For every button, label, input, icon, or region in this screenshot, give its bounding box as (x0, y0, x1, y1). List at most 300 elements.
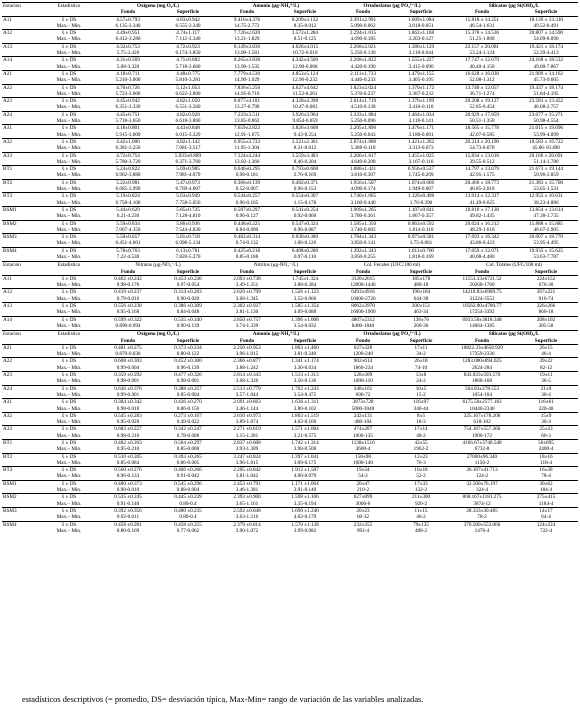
station-cell (2, 282, 40, 289)
value-cell: 3.926±3.964 (276, 111, 334, 118)
value-cell: 6.412-3.280 (115, 36, 141, 43)
value-cell: 0.386 ±0.309 (158, 303, 218, 310)
value-cell: 0.98-0.001 (176, 378, 200, 385)
stat-cell: Max.– Min. (56, 473, 82, 480)
value-cell: 1.370±1.172 (392, 84, 450, 91)
value-cell: 124±224 (514, 521, 578, 528)
value-cell: 3.81-1.042 (235, 473, 259, 480)
value-cell: 16000-2720 (350, 295, 376, 302)
value-cell: 0.98-0.001 (116, 378, 140, 385)
value-cell: 0.366±0.139 (218, 179, 276, 186)
stat-cell: x̄ ± DS (40, 220, 98, 227)
value-cell: 15.378 ± 14.536 (450, 30, 514, 37)
stat-cell: x̄ ± DS (40, 138, 98, 145)
value-cell: 0.88-0.004 (176, 487, 200, 494)
value-cell: 2.610 ±0.973 (218, 412, 276, 419)
value-cell: 20.807 ± 14.590 (514, 30, 578, 37)
value-cell: 3.572±1.284 (276, 30, 334, 37)
value-cell: 5.63±0.949 (158, 193, 218, 200)
value-cell: 54.73-0.678 (469, 145, 495, 152)
value-cell: 7.233±3.511 (218, 111, 276, 118)
value-cell: 1.555±1.227 (392, 57, 450, 64)
stat-cell: x̄ ± DS (40, 316, 98, 323)
sub-header: Superficie (409, 268, 433, 275)
value-cell: 2.76-0.169 (293, 172, 317, 179)
value-cell: 64-4 (541, 514, 551, 521)
value-cell: 138±76 (392, 316, 450, 323)
table-row (2, 91, 578, 98)
value-cell: 6493±4916 (334, 289, 392, 296)
value-cell: 754.167±557.360 (450, 426, 514, 433)
value-cell: 0.545 ±0.283 (98, 412, 158, 419)
station-cell (2, 36, 40, 43)
value-cell: 51.25-1.808 (469, 36, 495, 43)
stat-cell: Max.– Min. (56, 459, 82, 466)
table-row (2, 440, 578, 447)
value-cell: 3.415-0.096 (408, 63, 434, 70)
value-cell: 5.810-3.281 (175, 77, 201, 84)
value-cell: 42±55 (392, 440, 450, 447)
value-cell: 17±14 (392, 426, 450, 433)
value-cell: 3.88-1.242 (235, 364, 259, 371)
value-cell: 220-40 (538, 405, 554, 412)
value-cell: 41.49-0.625 (469, 199, 495, 206)
stat-cell: x̄ ± DS (40, 289, 98, 296)
value-cell: 42.07-0.585 (469, 131, 495, 138)
value-cell: 51.14-1.780 (533, 158, 559, 165)
stat-cell: x̄ ± DS (40, 193, 98, 200)
value-cell: 4.342±4.509 (276, 57, 334, 64)
value-cell: 0.91-0.042 (176, 473, 200, 480)
group-header: Nitritos (μg-NO₂⁻/L) (218, 262, 334, 269)
value-cell: 3.313-0.073 (408, 145, 434, 152)
value-cell: 1156-2 (474, 459, 490, 466)
value-cell: 0.74-0.132 (235, 240, 259, 247)
station-cell (2, 159, 40, 166)
value-cell: 10.72-0.018 (292, 50, 318, 57)
value-cell: 30-4 (541, 391, 551, 398)
value-cell: 6.551-3.560 (175, 104, 201, 111)
value-cell: 3.521±2.361 (276, 138, 334, 145)
value-cell: 12±23 (392, 453, 450, 460)
value-cell: 1.912 ±1.587 (276, 467, 334, 474)
value-cell: 0.560 ±0.276 (98, 467, 158, 474)
value-cell: 158±98 (334, 453, 392, 460)
value-cell: 3.416-0.110 (408, 104, 434, 111)
value-cell: 8.31-0.012 (293, 145, 317, 152)
station-cell: A11 (2, 16, 40, 23)
stat-cell: Max.– Min. (56, 295, 82, 302)
station-cell: BSM1 (2, 206, 40, 213)
value-cell: 49.52-8.491 (533, 22, 559, 29)
value-cell: 5000-3040 (351, 405, 375, 412)
value-cell: 1.380±1.129 (392, 43, 450, 50)
value-cell: 46.85-2.018 (469, 186, 495, 193)
station-cell (2, 433, 40, 440)
station-cell (2, 501, 40, 508)
value-cell: 2.620 ±0.799 (218, 289, 276, 296)
sub-header: Fondo (355, 337, 371, 344)
table-row (2, 193, 578, 200)
value-cell: 48.29-1.618 (469, 226, 495, 233)
station-cell (2, 240, 40, 247)
value-cell: 15.818 ± 14.251 (450, 16, 514, 23)
sub-header: Superficie (409, 9, 433, 16)
stat-cell: x̄ ± DS (40, 494, 98, 501)
value-cell: 1.464±1.034 (392, 111, 450, 118)
table-row (2, 275, 578, 282)
value-cell: 4.627±4.642 (276, 84, 334, 91)
table-row (2, 186, 578, 193)
value-cell: 3.91-0.140 (293, 487, 317, 494)
value-cell: 4.640-0.208 (350, 158, 376, 165)
table-row (2, 473, 578, 480)
value-cell: 0.408±0.280 (276, 247, 334, 254)
table-row (2, 145, 578, 152)
station-cell (2, 186, 40, 193)
value-cell: 3.54-0.475 (293, 391, 317, 398)
value-cell: 224±152 (514, 275, 578, 282)
value-cell: 0.554±0.307 (276, 193, 334, 200)
value-cell: 8.51-0.125 (293, 36, 317, 43)
value-cell: 0.587±0.297 (218, 206, 276, 213)
stat-cell: x̄ ± DS (40, 275, 98, 282)
table-row (2, 426, 578, 433)
value-cell: 0.373 ±0.234 (158, 344, 218, 351)
value-cell: 0.458 ±0.255 (158, 521, 218, 528)
value-cell: 9.854-0.059 (292, 118, 318, 125)
value-cell: 14664-1385 (469, 322, 495, 329)
table-row (2, 480, 578, 487)
value-cell: 480-18 (413, 282, 429, 289)
value-cell: 340-44 (413, 405, 429, 412)
station-cell (2, 446, 40, 453)
group-header: Ortofosfatos (μg PO₄³⁻/L) (334, 3, 450, 10)
value-cell: 18.810 ± 17.138 (450, 206, 514, 213)
value-cell: 11.52-0.261 (292, 90, 318, 97)
value-cell: 1.814-0.110 (408, 226, 434, 233)
station-cell: A33 (2, 152, 40, 159)
value-cell: 6.13±0.781 (158, 247, 218, 254)
station-cell (2, 213, 40, 220)
value-cell: 1.513 ±1.313 (276, 372, 334, 379)
value-cell: 132-2 (414, 487, 428, 494)
table-row (2, 323, 578, 329)
value-cell: 5.78±0.763 (98, 247, 158, 254)
value-cell: 7.112-3.340 (175, 36, 201, 43)
sub-header: Superficie (534, 337, 558, 344)
station-cell (2, 351, 40, 358)
sub-header: Fondo (239, 9, 255, 16)
value-cell: 0.384 ±0.342 (98, 399, 158, 406)
stat-cell: Max.– Min. (56, 405, 82, 412)
value-cell: 2.691 ±0.663 (218, 399, 276, 406)
value-cell: 118-4 (540, 459, 552, 466)
stat-cell: x̄ ± DS (40, 70, 98, 77)
value-cell: 3.118-0.141 (408, 118, 434, 125)
value-cell: 66-3 (541, 432, 551, 439)
value-cell: 1.011±0.700 (392, 247, 450, 254)
value-cell: 1.818-0.169 (408, 253, 434, 260)
stat-cell: Max.– Min. (56, 131, 82, 138)
table-row (2, 254, 578, 260)
value-cell: 0.480 ±0.373 (98, 480, 158, 487)
value-cell: 13.21-1.829 (234, 36, 260, 43)
value-cell: 23.077 ± 15.271 (514, 111, 578, 118)
group-header: Col. Fecales (UFC/100 ml) (334, 262, 450, 269)
value-cell: 53.99-4.899 (533, 131, 559, 138)
value-cell: 0.462 ±0.242 (98, 275, 158, 282)
value-cell: 16000-1900 (350, 309, 376, 316)
stat-cell: Max.– Min. (56, 391, 82, 398)
value-cell: 6732-8 (474, 446, 490, 453)
value-cell: 4.49±0.951 (98, 30, 158, 37)
value-cell: 74-10 (414, 364, 428, 371)
station-cell (2, 91, 40, 98)
table-row (2, 152, 578, 159)
table-3-body (2, 344, 578, 534)
value-cell: 4.43±0.848 (158, 125, 218, 132)
value-cell: 3.118-0.044 (408, 50, 434, 57)
stat-cell: Max.– Min. (56, 487, 82, 494)
station-cell: A14 (2, 57, 40, 64)
value-cell: 3000-6 (355, 500, 371, 507)
value-cell: 5.915-3.000 (115, 131, 141, 138)
value-cell: 1.702 ±1.243 (276, 385, 334, 392)
value-cell: 7.779±4.530 (218, 70, 276, 77)
value-cell: 7.659±2.822 (218, 125, 276, 132)
value-cell: 1200-240 (353, 351, 373, 358)
value-cell: 7.007-4.350 (115, 226, 141, 233)
table-row (2, 125, 578, 132)
value-cell: 1.740±1.065 (334, 193, 392, 200)
table-row (2, 358, 578, 365)
value-cell: 3.99-0.082 (293, 527, 317, 534)
value-cell: 14.797 ± 13.079 (450, 166, 514, 173)
value-cell: 1.107±0.641 (392, 206, 450, 213)
table-row (2, 528, 578, 534)
value-cell: 76-3 (416, 459, 426, 466)
value-cell: 116±61 (514, 399, 578, 406)
col-stat-header: Estadistico (40, 262, 98, 269)
value-cell: 644-30 (413, 295, 429, 302)
value-cell: 0.535 ±0.245 (98, 494, 158, 501)
group-header: Oxigeno (mg O₂/L) (98, 331, 218, 338)
value-cell: 2.205 ±0.842 (218, 467, 276, 474)
table-row (2, 372, 578, 379)
value-cell: 992-4 (356, 527, 370, 534)
value-cell: 2.379 ±0.814 (218, 521, 276, 528)
stat-cell: Max.– Min. (56, 145, 82, 152)
value-cell: 1.867-0.357 (408, 213, 434, 220)
value-cell: 1.745±1.324 (276, 275, 334, 282)
value-cell: 2.592 ±0.848 (218, 507, 276, 514)
value-cell: 676-30 (538, 282, 554, 289)
value-cell: 60-32 (356, 514, 370, 521)
stat-cell: x̄ ± DS (40, 111, 98, 118)
station-cell: BSM2 (2, 220, 40, 227)
value-cell: 39±22 (514, 358, 578, 365)
table-row (2, 378, 578, 385)
value-cell: 627±899 (334, 494, 392, 501)
stat-cell: x̄ ± DS (40, 453, 98, 460)
value-cell: 18.565 ± 15.778 (450, 125, 514, 132)
table-row (2, 213, 578, 220)
sub-header: Superficie (534, 268, 558, 275)
value-cell: 12.91-1.675 (234, 131, 260, 138)
value-cell: 8.149±3.836 (218, 43, 276, 50)
value-cell: 1476-4 (474, 527, 490, 534)
value-cell: 53.95-4.495 (533, 240, 559, 247)
value-cell: 12000-1440 (350, 282, 376, 289)
value-cell: 45.73-9.605 (533, 77, 559, 84)
value-cell: 46-2 (416, 514, 426, 521)
value-cell: 2.814 ±0.343 (218, 372, 276, 379)
value-cell: 0.482±0.314 (218, 234, 276, 241)
value-cell: 17.693 ± 16.342 (450, 234, 514, 241)
value-cell: 5.250-0.130 (350, 50, 376, 57)
value-cell: 1.15-0.178 (293, 199, 317, 206)
station-cell (2, 473, 40, 480)
stat-cell: Max.– Min. (56, 378, 82, 385)
value-cell: 8.209±3.132 (276, 16, 334, 23)
value-cell: 7.820-5.270 (175, 253, 201, 260)
col-station-header: Estacion (2, 3, 40, 10)
value-cell: 9.416±4.376 (218, 16, 276, 23)
value-cell: 3.30-0.034 (293, 364, 317, 371)
value-cell: 0.477 ±0.326 (158, 372, 218, 379)
value-cell: 12.90-0.068 (292, 63, 318, 70)
value-cell: 7.726±2.620 (218, 30, 276, 37)
value-cell: 46.54-1.631 (469, 22, 495, 29)
sub-header: Fondo (355, 9, 371, 16)
value-cell: 5.75-3.420 (116, 50, 140, 57)
table-row (2, 309, 578, 316)
value-cell: 1868-168 (472, 378, 492, 385)
value-cell: 0.98-0.010 (116, 487, 140, 494)
station-cell (2, 392, 40, 399)
value-cell: 0.956±0.537 (392, 166, 450, 173)
value-cell: 2.014±1.719 (334, 98, 392, 105)
value-cell: 17.059 ± 12.071 (450, 247, 514, 254)
value-cell: 3.810-0.307 (350, 172, 376, 179)
table-row (2, 460, 578, 467)
value-cell: 51.84-4.195 (533, 90, 559, 97)
value-cell: 17±11 (392, 344, 450, 351)
value-cell: 0.80-0.169 (116, 527, 140, 534)
value-cell: 20.929 ± 17.859 (450, 111, 514, 118)
value-cell: 6.758-4.100 (115, 199, 141, 206)
table-row (2, 118, 578, 125)
station-cell (2, 227, 40, 234)
value-cell: 4.82±1.142 (158, 138, 218, 145)
value-cell: 3.49-1.251 (235, 282, 259, 289)
value-cell: 8400-1840 (351, 322, 375, 329)
value-cell: 49.82-1.435 (469, 213, 495, 220)
value-cell: 48-2 (416, 432, 426, 439)
value-cell: 5.250-0.043 (350, 131, 376, 138)
station-cell (2, 487, 40, 494)
value-cell: 2.302 ±0.927 (218, 303, 276, 310)
value-cell: 408-2 (414, 527, 428, 534)
value-cell: 0.453 ±0.236 (158, 275, 218, 282)
value-cell: 20±47 (334, 480, 392, 487)
value-cell: 124-2 (475, 473, 489, 480)
table-row (2, 316, 578, 323)
value-cell: 116±97 (392, 399, 450, 406)
value-cell: 0.419 ±0.237 (98, 289, 158, 296)
value-cell: 0.608 ±0.303 (98, 358, 158, 365)
value-cell: 7.124±4.244 (218, 152, 276, 159)
value-cell: 14218.83±6909.75 (450, 289, 514, 296)
stat-cell: x̄ ± DS (40, 372, 98, 379)
value-cell: 4.42±1.000 (98, 138, 158, 145)
value-cell: 42.95-1.575 (469, 172, 495, 179)
station-cell (2, 64, 40, 71)
value-cell: 5.370-0.237 (350, 90, 376, 97)
value-cell: 25±23 (514, 426, 578, 433)
value-cell: 0.314 ±0.203 (158, 289, 218, 296)
value-cell: 18±16 (514, 453, 578, 460)
value-cell: 0.99-0.004 (116, 364, 140, 371)
stat-cell: Max.– Min. (56, 77, 82, 84)
value-cell: 2.074±1.800 (334, 138, 392, 145)
value-cell: 1.75-0.061 (409, 240, 433, 247)
value-cell: 3.56-0.136 (293, 378, 317, 385)
value-cell: 1.06-0.126 (293, 240, 317, 247)
value-cell: 0.544±0.257 (218, 193, 276, 200)
value-cell: 1.171 ±1.064 (276, 480, 334, 487)
table-row (2, 296, 578, 303)
value-cell: 40.40-4.158 (469, 63, 495, 70)
station-cell (2, 23, 40, 30)
value-cell: 5.85±0.725 (158, 206, 218, 213)
value-cell: 200±151 (392, 303, 450, 310)
value-cell: 3.63-1.216 (235, 514, 259, 521)
station-cell (2, 460, 40, 467)
value-cell: 0.342 ±0.247 (158, 426, 218, 433)
table-row (2, 399, 578, 406)
value-cell: 3.65-1.161 (235, 500, 259, 507)
value-cell: 6.555-3.340 (175, 22, 201, 29)
station-cell (2, 419, 40, 426)
value-cell: 2.271 ±0.619 (218, 426, 276, 433)
stat-cell: x̄ ± DS (40, 412, 98, 419)
value-cell: 0.646±0.295 (218, 166, 276, 173)
value-cell: 3.74-1.339 (235, 322, 259, 329)
value-cell: 325.167±178.200 (450, 412, 514, 419)
value-cell: 6.622-3.800 (175, 90, 201, 97)
value-cell: 19.421 ± 18.174 (514, 43, 578, 50)
stat-cell: x̄ ± DS (40, 179, 98, 186)
value-cell: 0.599 ±0.322 (98, 316, 158, 323)
value-cell: 0.85-0.004 (176, 391, 200, 398)
value-cell: 1184-4 (538, 500, 554, 507)
value-cell: 4.83±0.942 (158, 16, 218, 23)
table-row (2, 521, 578, 528)
group-header: Silicatos (μg Si(OH)₄/L (450, 3, 578, 10)
stat-cell: Max.– Min. (56, 90, 82, 97)
value-cell: 4.82±1.050 (158, 98, 218, 105)
value-cell: 480-104 (354, 419, 372, 426)
value-cell: 0.480 ±0.235 (158, 507, 218, 514)
stat-cell: x̄ ± DS (40, 98, 98, 105)
stat-cell: Max.– Min. (56, 199, 82, 206)
value-cell: 190±184 (392, 289, 450, 296)
value-cell: 0.482±0.371 (276, 179, 334, 186)
value-cell: 1.949-0.007 (408, 186, 434, 193)
value-cell: 4.690-0.185 (350, 36, 376, 43)
